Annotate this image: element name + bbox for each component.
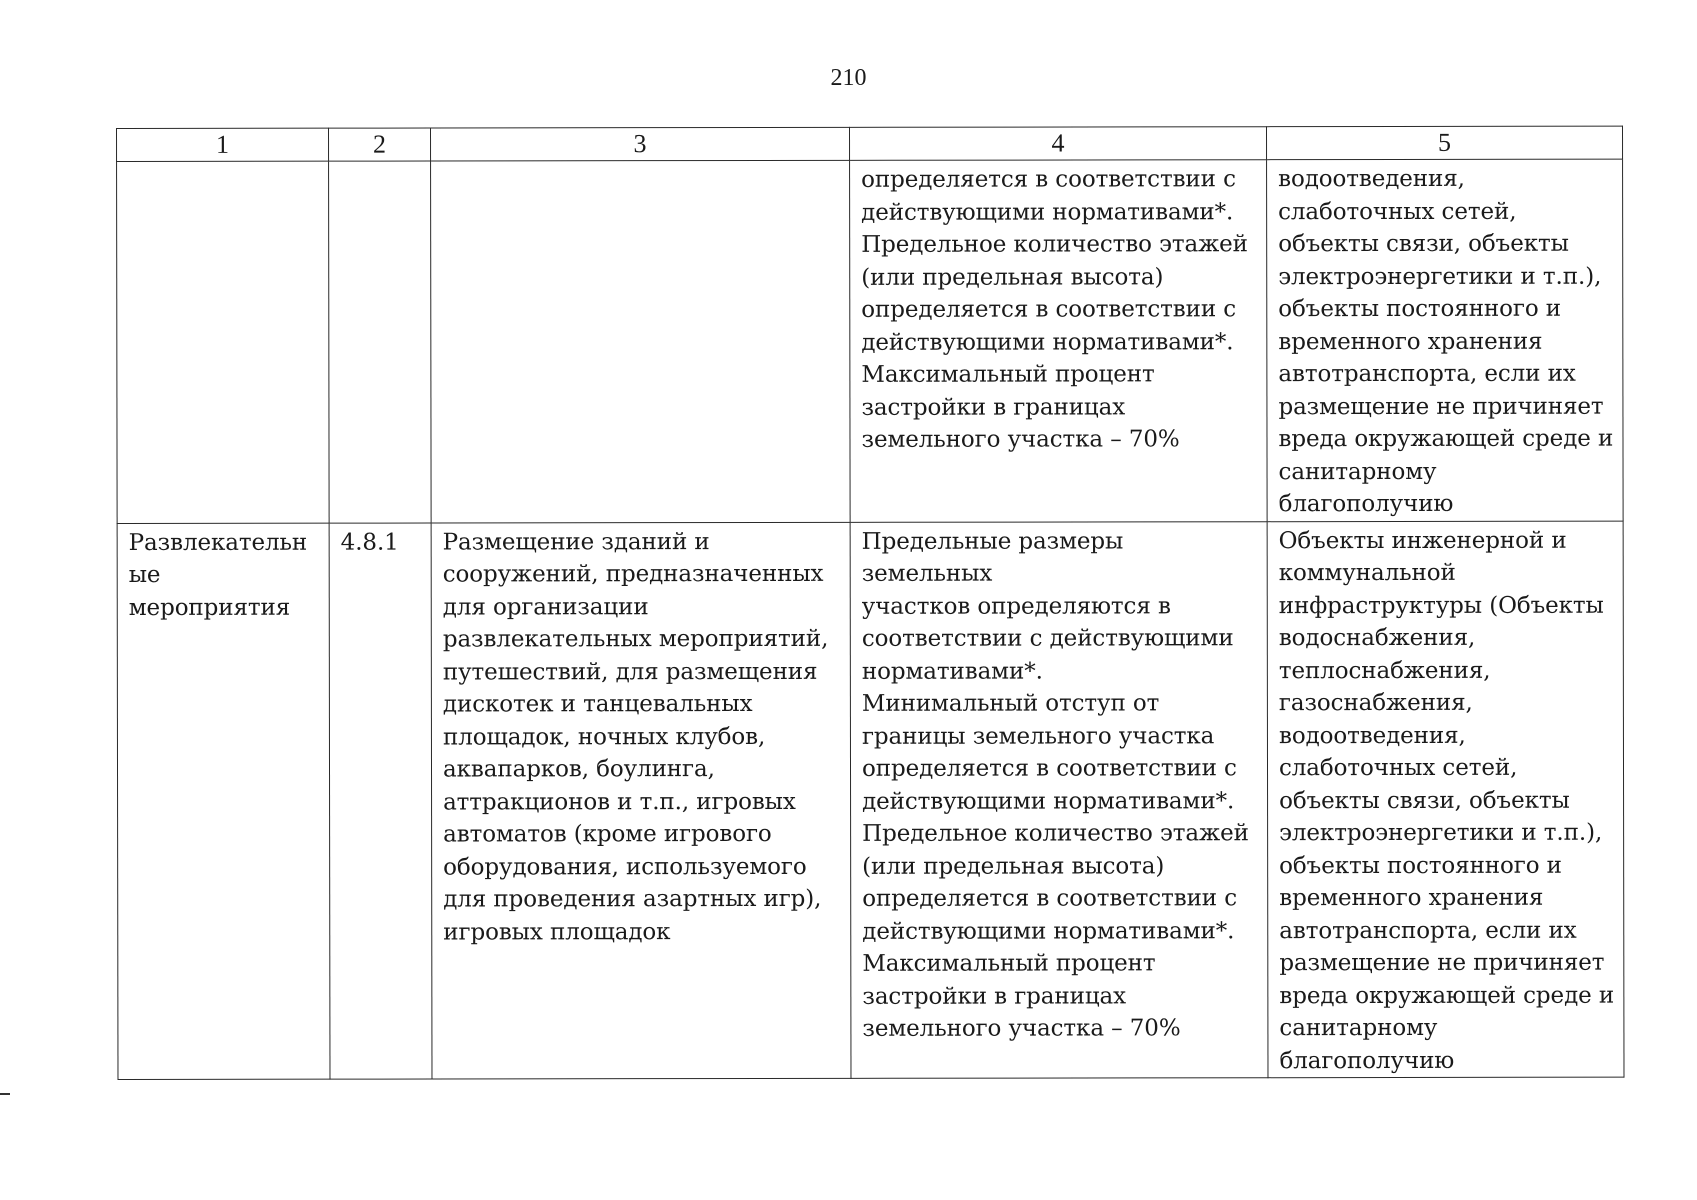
use-code-text: 4.8.1 xyxy=(340,529,399,556)
use-type-cell xyxy=(117,161,330,523)
auxiliary-objects-cell xyxy=(1267,159,1624,521)
use-type-cell xyxy=(117,523,330,1080)
table-row xyxy=(117,521,1624,1080)
auxiliary-objects-text: Объекты инженерной и коммунальной инфраструктуры (Объекты водоснабжения, теплоснабжения, газоснабжения, водоотведения, слаботочных сетей, объекты связи, объекты электроэнергетики и т.п.), объекты постоянного и временного хранения автотранспорта, если их размещение не причиняет вреда окружающей среде и санитарному благополучию xyxy=(1278,527,1615,1074)
use-code-cell xyxy=(329,523,432,1080)
column-header-5: 5 xyxy=(1266,126,1622,160)
auxiliary-objects-text: водоотведения, слаботочных сетей, объекты связи, объекты электроэнергетики и т.п.), объекты постоянного и временного хранения автотранспорта, если их размещение не причиняет вреда окружающей среде и санитарному благополучию xyxy=(1278,165,1614,518)
column-header-3: 3 xyxy=(431,127,850,161)
table-header-row xyxy=(117,126,1623,161)
use-description-text: Размещение зданий и сооружений, предназначенных для организации развлекательных мероприятий, путешествий, для размещения дискотек и танцевальных площадок, ночных клубов, аквапарков, боулинга, аттракционов и т.п., игровых автоматов (кроме игрового оборудования, используемого для проведения азартных игр), игровых площадок xyxy=(442,528,829,945)
page-number: 210 xyxy=(830,65,867,91)
column-header-4: 4 xyxy=(849,127,1266,161)
parameters-cell xyxy=(850,521,1268,1078)
parameters-text: Предельные размеры земельных участков определяются в соответствии с действующими нормативами*. Минимальный отступ от границы земельного участка определяется в соответствии с действующими нормативами*. Предельное количество этажей (или предельная высота) определяется в соответствии с действующими нормативами*. Максимальный процент застройки в границах земельного участка – 70% xyxy=(861,527,1249,1042)
margin-mark xyxy=(0,1093,10,1095)
table-row xyxy=(117,159,1624,523)
use-description-cell xyxy=(431,522,851,1079)
column-header-2: 2 xyxy=(329,128,431,161)
use-type-text: Развлекательн ые мероприятия xyxy=(128,529,308,621)
parameters-cell xyxy=(850,160,1268,522)
use-description-cell xyxy=(431,160,851,522)
parameters-text: определяется в соответствии с действующими нормативами*. Предельное количество этажей (или предельная высота) определяется в соответствии с действующими нормативами*. Максимальный процент застройки в границах земельного участка – 70% xyxy=(861,166,1248,453)
auxiliary-objects-cell xyxy=(1267,521,1624,1078)
land-use-table xyxy=(116,126,1624,1080)
column-header-1: 1 xyxy=(117,128,329,161)
use-code-cell xyxy=(329,161,432,523)
